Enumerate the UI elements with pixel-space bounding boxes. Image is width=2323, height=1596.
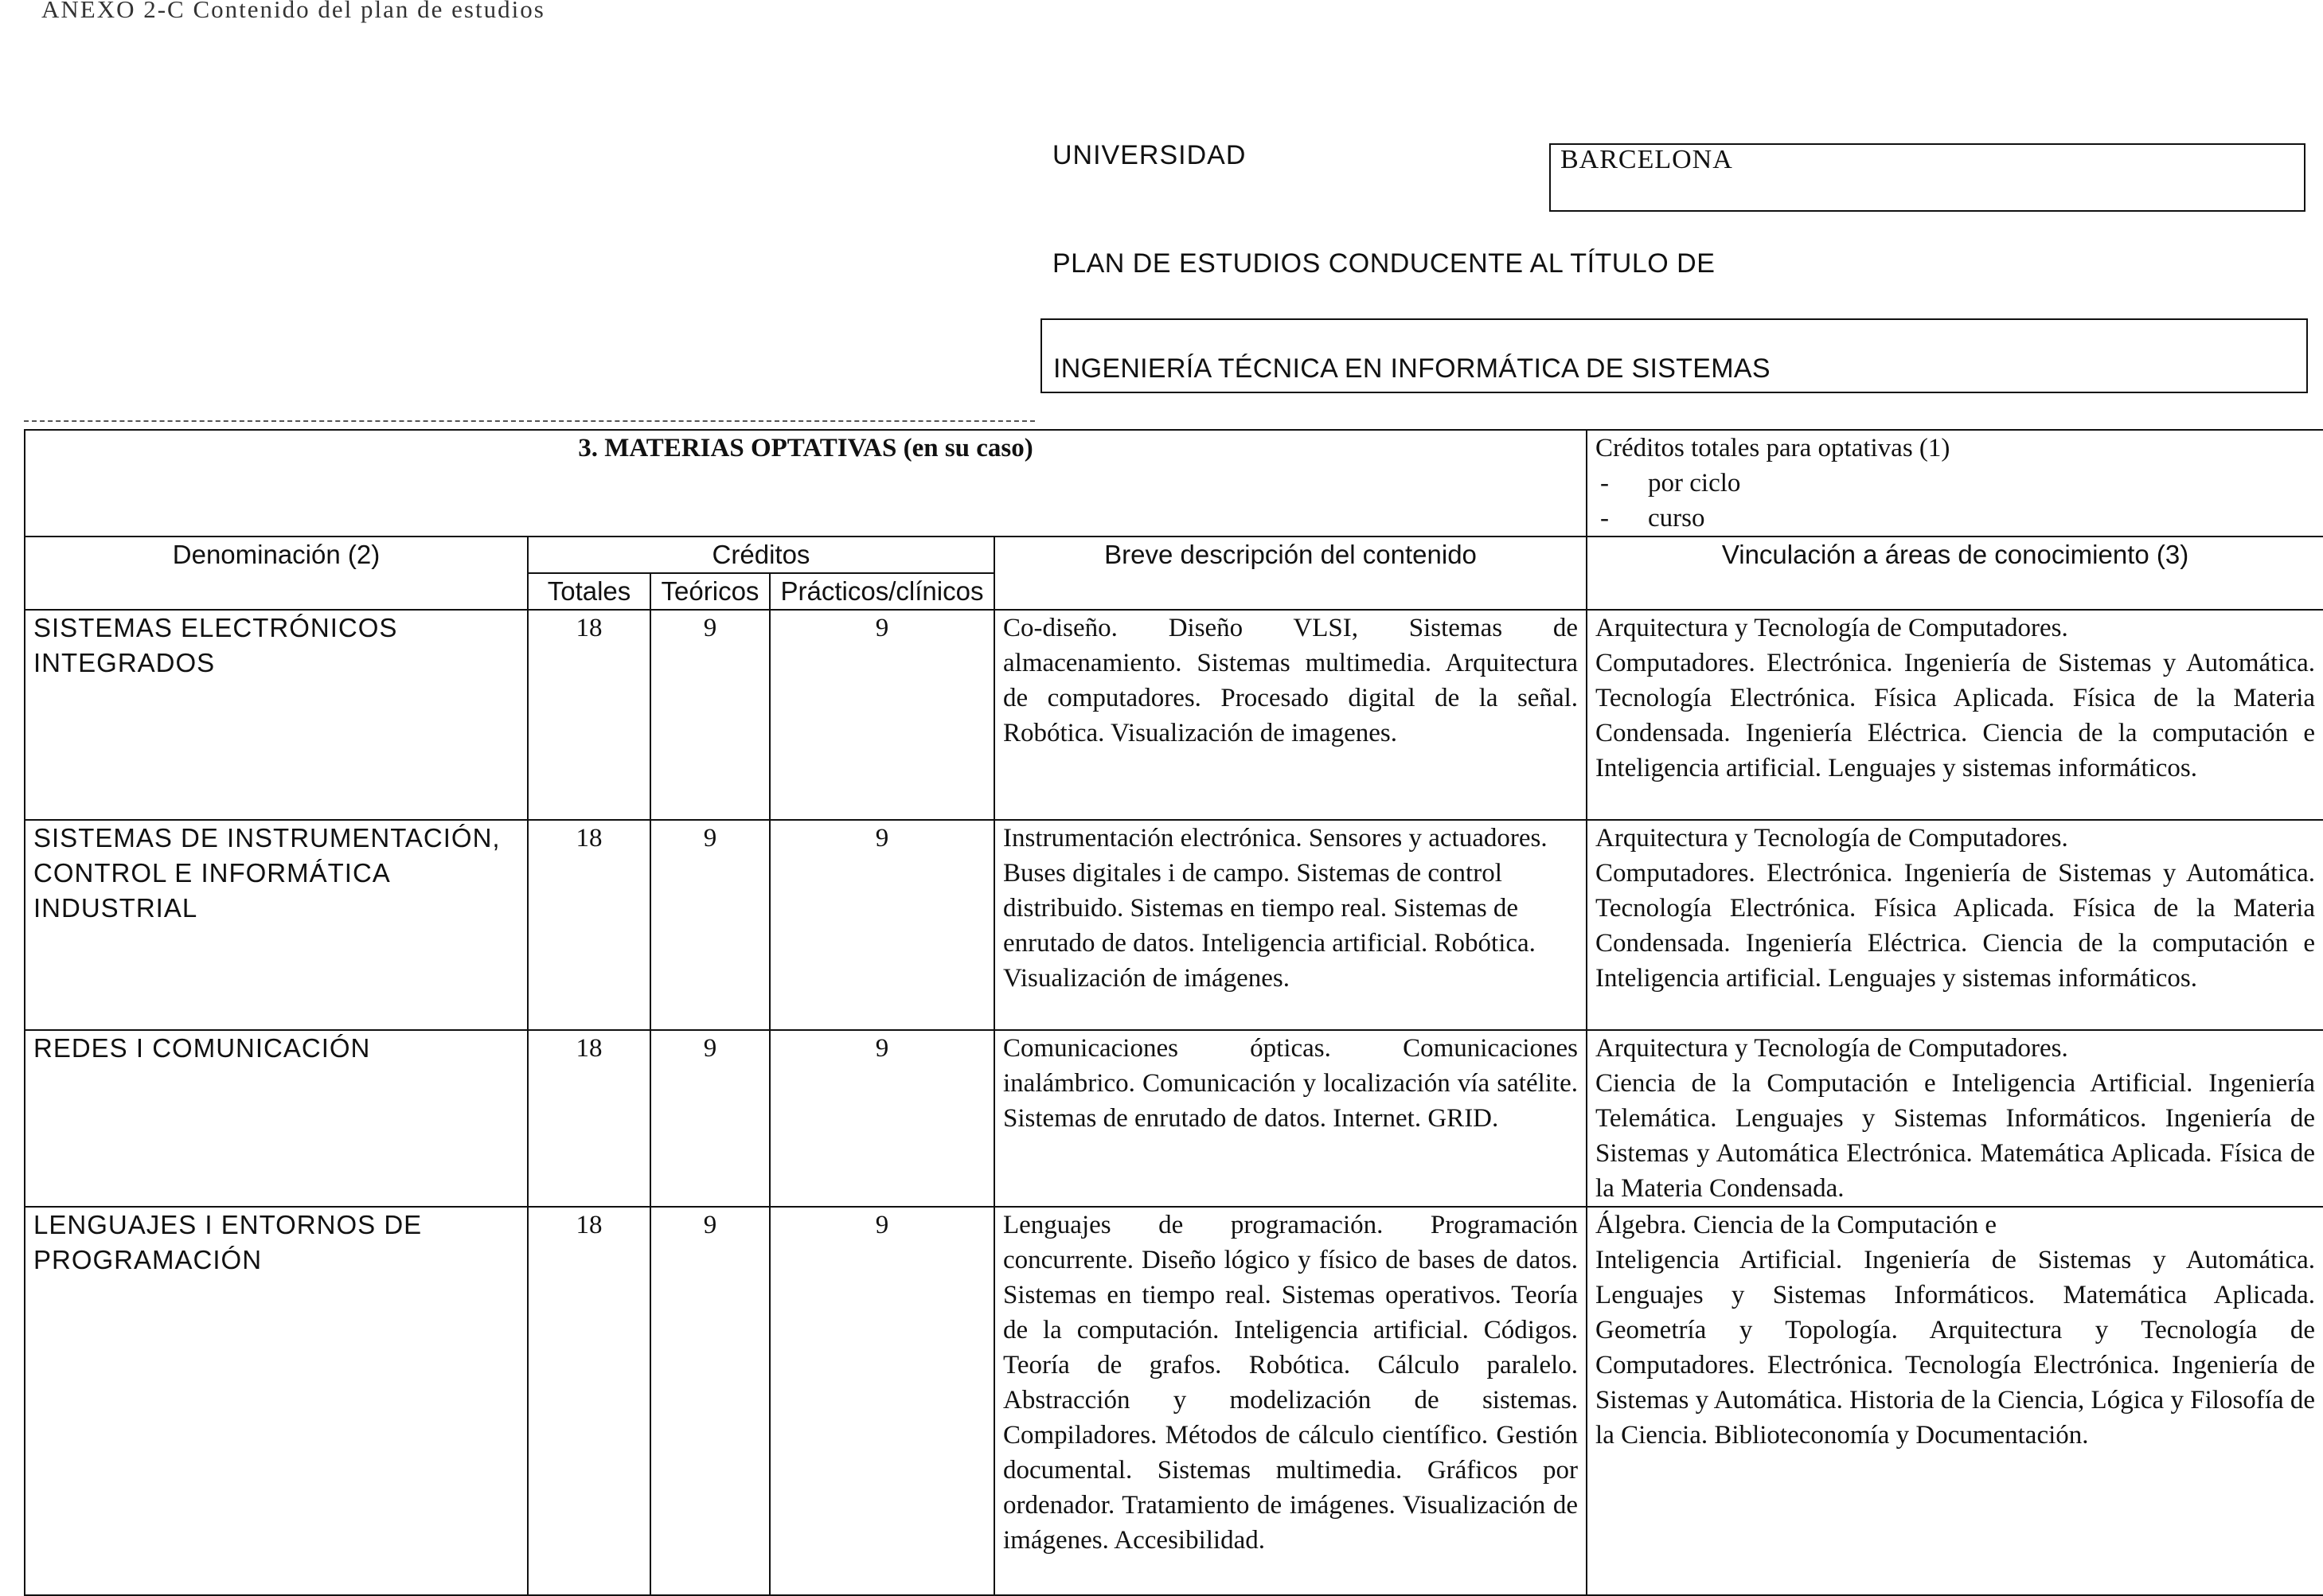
subject-areas-rest: Computadores. Electrónica. Ingeniería de Sistemas y Automática. Tecnología Electrónica. Física Aplicada. Física de la Materia Condensada. Ingeniería Eléctrica. Ciencia de la computación e Inteligencia artificial. Lenguajes y sistemas informáticos. bbox=[1595, 859, 2316, 993]
plan-label: PLAN DE ESTUDIOS CONDUCENTE AL TÍTULO DE bbox=[1052, 248, 1716, 279]
credits-teoricos: 9 bbox=[650, 1207, 770, 1595]
table-header-row bbox=[25, 430, 2323, 537]
subject-name: SISTEMAS DE INSTRUMENTACIÓN, CONTROL E INFORMÁTICA INDUSTRIAL bbox=[25, 820, 528, 1030]
university-label: UNIVERSIDAD bbox=[1052, 140, 1247, 170]
subject-areas bbox=[1587, 820, 2323, 1030]
subject-name: REDES I COMUNICACIÓN bbox=[25, 1030, 528, 1207]
table-row bbox=[25, 1030, 2323, 1207]
subject-name: SISTEMAS ELECTRÓNICOS INTEGRADOS bbox=[25, 610, 528, 820]
credits-practicos: 9 bbox=[770, 820, 994, 1030]
credits-practicos: 9 bbox=[770, 610, 994, 820]
credits-practicos: 9 bbox=[770, 1030, 994, 1207]
credits-teoricos: 9 bbox=[650, 610, 770, 820]
section-title: 3. MATERIAS OPTATIVAS (en su caso) bbox=[25, 430, 1587, 537]
credits-teoricos: 9 bbox=[650, 1030, 770, 1207]
credits-teoricos: 9 bbox=[650, 820, 770, 1030]
credits-total-item: - por ciclo bbox=[1595, 466, 2315, 501]
annex-heading: ANEXO 2-C Contenido del plan de estudios bbox=[41, 0, 545, 23]
subject-areas bbox=[1587, 1207, 2323, 1595]
table-row bbox=[25, 610, 2323, 820]
col-creditos: Créditos bbox=[528, 537, 994, 573]
credits-totales: 18 bbox=[528, 1030, 650, 1207]
col-practicos: Prácticos/clínicos bbox=[770, 573, 994, 610]
column-header-row bbox=[25, 537, 2323, 573]
credits-total-label: Créditos totales para optativas (1) bbox=[1595, 434, 1950, 462]
credits-totales: 18 bbox=[528, 610, 650, 820]
optional-subjects-table bbox=[24, 429, 2323, 1596]
subject-description: Instrumentación electrónica. Sensores y actuadores. Buses digitales i de campo. Sistemas de control distribuido. Sistemas en tiempo real. Sistemas de enrutado de datos. Inteligencia artificial. Robótica. Visualización de imágenes. bbox=[994, 820, 1587, 1030]
subject-areas-first: Arquitectura y Tecnología de Computadores. bbox=[1595, 614, 2068, 642]
subject-areas-first: Álgebra. Ciencia de la Computación e bbox=[1595, 1211, 1997, 1239]
credits-practicos: 9 bbox=[770, 1207, 994, 1595]
degree-title: INGENIERÍA TÉCNICA EN INFORMÁTICA DE SISTEMAS bbox=[1053, 353, 1771, 384]
subject-description: Lenguajes de programación. Programación concurrente. Diseño lógico y físico de bases de datos. Sistemas en tiempo real. Sistemas operativos. Teoría de la computación. Inteligencia artificial. Códigos. Teoría de grafos. Robótica. Cálculo paralelo. Abstracción y modelización de sistemas. Compiladores. Métodos de cálculo científico. Gestión documental. Sistemas multimedia. Gráficos por ordenador. Tratamiento de imágenes. Visualización de imágenes. Accesibilidad. bbox=[994, 1207, 1587, 1595]
credits-total-cell bbox=[1587, 430, 2323, 537]
table-row bbox=[25, 1207, 2323, 1595]
subject-areas bbox=[1587, 1030, 2323, 1207]
credits-total-list bbox=[1595, 466, 2315, 536]
degree-title-box bbox=[1040, 318, 2308, 393]
col-vinculacion: Vinculación a áreas de conocimiento (3) bbox=[1587, 537, 2323, 610]
subject-areas-first: Arquitectura y Tecnología de Computadores. bbox=[1595, 824, 2068, 853]
subject-name: LENGUAJES I ENTORNOS DE PROGRAMACIÓN bbox=[25, 1207, 528, 1595]
col-teoricos: Teóricos bbox=[650, 573, 770, 610]
subject-areas-first: Arquitectura y Tecnología de Computadores. bbox=[1595, 1034, 2068, 1063]
dashed-divider bbox=[24, 420, 1035, 422]
col-totales: Totales bbox=[528, 573, 650, 610]
university-value: BARCELONA bbox=[1560, 145, 1733, 174]
subject-areas-rest: Inteligencia Artificial. Ingeniería de Sistemas y Automática. Lenguajes y Sistemas Informáticos. Matemática Aplicada. Geometría y Topología. Arquitectura y Tecnología de Computadores. Electrónica. Tecnología Electrónica. Ingeniería de Sistemas y Automática. Historia de la Ciencia, Lógica y Filosofía de la Ciencia. Biblioteconomía y Documentación. bbox=[1595, 1246, 2316, 1450]
credits-total-item: - curso bbox=[1595, 501, 2315, 536]
subject-areas-rest: Computadores. Electrónica. Ingeniería de Sistemas y Automática. Tecnología Electrónica. Física Aplicada. Física de la Materia Condensada. Ingeniería Eléctrica. Ciencia de la computación e Inteligencia artificial. Lenguajes y sistemas informáticos. bbox=[1595, 649, 2316, 782]
subject-description: Comunicaciones ópticas. Comunicaciones inalámbrico. Comunicación y localización vía satélite. Sistemas de enrutado de datos. Internet. GRID. bbox=[994, 1030, 1587, 1207]
col-descripcion: Breve descripción del contenido bbox=[994, 537, 1587, 610]
table-row bbox=[25, 820, 2323, 1030]
credits-totales: 18 bbox=[528, 820, 650, 1030]
col-denominacion: Denominación (2) bbox=[25, 537, 528, 610]
university-box bbox=[1549, 143, 2305, 212]
credits-totales: 18 bbox=[528, 1207, 650, 1595]
subject-areas-rest: Ciencia de la Computación e Inteligencia Artificial. Ingeniería Telemática. Lenguajes y Sistemas Informáticos. Ingeniería de Sistemas y Automática Electrónica. Matemática Aplicada. Física de la Materia Condensada. bbox=[1595, 1069, 2316, 1203]
subject-areas bbox=[1587, 610, 2323, 820]
subject-description: Co-diseño. Diseño VLSI, Sistemas de almacenamiento. Sistemas multimedia. Arquitectura de computadores. Procesado digital de la señal. Robótica. Visualización de imagenes. bbox=[994, 610, 1587, 820]
